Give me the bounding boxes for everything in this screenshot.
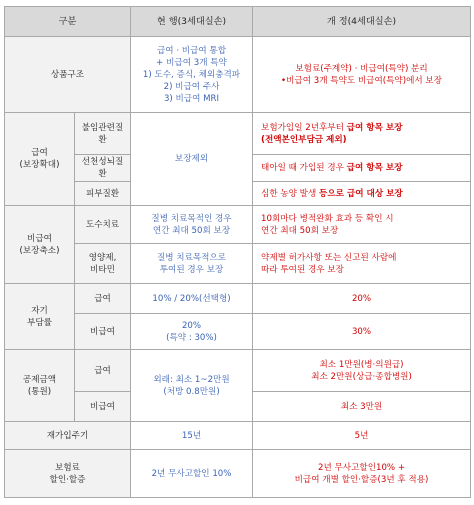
nonbenefit-group-label: 비급여 (보장축소) xyxy=(5,206,75,284)
row-manual-therapy xyxy=(5,206,471,244)
copay-benefit-label: 급여 xyxy=(75,284,131,314)
congenital-revised-bold: 급여 항목 보장 xyxy=(346,163,403,173)
product-current-line: 1) 도수, 증식, 체외충격파 xyxy=(142,69,241,80)
row-copay-nonbenefit xyxy=(5,314,471,350)
congenital-revised-text: 태아일 때 가입된 경우 xyxy=(261,163,347,173)
header-revised: 개 정(4세대실손) xyxy=(253,7,471,37)
product-current xyxy=(131,37,253,113)
row-infertility xyxy=(5,113,471,155)
congenital-label: 선천성뇌질환 xyxy=(75,155,131,182)
reentry-label: 재가입주기 xyxy=(5,422,131,450)
product-label: 상품구조 xyxy=(5,37,131,113)
product-current-line: 2) 비급여 주사 xyxy=(163,81,220,92)
discount-current: 2년 무사고할인 10% xyxy=(131,450,253,498)
header-current: 현 행(3세대실손) xyxy=(131,7,253,37)
nutrition-label: 영양제, 비타민 xyxy=(75,244,131,284)
product-current-line: + 비급여 3개 특약 xyxy=(156,57,227,68)
deduct-benefit-revised: 최소 1만원(병·의원급) 최소 2만원(상급·종합병원) xyxy=(253,350,471,392)
infertility-revised-bold: 급여 항목 보장 xyxy=(346,122,403,133)
skin-revised xyxy=(253,182,471,206)
manual-current: 질병 치료목적인 경우 연간 최대 50회 보장 xyxy=(131,206,253,244)
skin-label: 피부질환 xyxy=(75,182,131,206)
deduct-group-label: 공제금액 (통원) xyxy=(5,350,75,422)
header-category: 구분 xyxy=(5,7,131,37)
copay-benefit-current: 10% / 20%(선택형) xyxy=(131,284,253,314)
manual-revised: 10회마다 병적완화 효과 등 확인 시 연간 최대 50회 보장 xyxy=(253,206,471,244)
row-nutrition xyxy=(5,244,471,284)
product-revised xyxy=(253,37,471,113)
deduct-nonbenefit-revised: 최소 3만원 xyxy=(253,392,471,422)
benefit-current: 보장제외 xyxy=(131,113,253,206)
copay-nonbenefit-label: 비급여 xyxy=(75,314,131,350)
reentry-revised: 5년 xyxy=(253,422,471,450)
reentry-current: 15년 xyxy=(131,422,253,450)
infertility-label: 불임관련질환 xyxy=(75,113,131,155)
discount-label: 보험료 할인·할증 xyxy=(5,450,131,498)
infertility-revised-text: 보험가입일 2년후부터 xyxy=(261,122,347,133)
header-row xyxy=(5,7,471,37)
row-copay-benefit xyxy=(5,284,471,314)
row-product xyxy=(5,37,471,113)
infertility-revised-note: (전액본인부담금 제외) xyxy=(261,134,347,145)
deduct-nonbenefit-label: 비급여 xyxy=(75,392,131,422)
nutrition-revised: 약제별 허가사항 또는 신고된 사람에 따라 투여된 경우 보장 xyxy=(253,244,471,284)
product-revised-line: •비급여 3개 특약도 비급여(특약)에서 보장 xyxy=(281,75,443,86)
product-revised-line: 보험료(주계약) · 비급여(특약) 분리 xyxy=(295,63,428,74)
copay-benefit-revised: 20% xyxy=(253,284,471,314)
product-current-line: 급여 · 비급여 통합 xyxy=(156,45,227,56)
row-discount xyxy=(5,450,471,498)
copay-nonbenefit-revised: 30% xyxy=(253,314,471,350)
deduct-current: 외래: 최소 1~2만원 (처방 0.8만원) xyxy=(131,350,253,422)
copay-nonbenefit-current: 20% (특약 : 30%) xyxy=(131,314,253,350)
infertility-revised xyxy=(253,113,471,155)
congenital-revised xyxy=(253,155,471,182)
comparison-table xyxy=(4,6,471,498)
manual-label: 도수치료 xyxy=(75,206,131,244)
skin-revised-text: 심한 농양 발생 xyxy=(261,188,320,199)
product-current-line: 3) 비급여 MRI xyxy=(163,93,220,104)
discount-revised: 2년 무사고할인10% + 비급여 개별 할인·할증(3년 후 적용) xyxy=(253,450,471,498)
benefit-group-label: 급여 (보장확대) xyxy=(5,113,75,206)
skin-revised-bold: 등으로 급여 대상 보장 xyxy=(319,188,403,199)
row-reentry xyxy=(5,422,471,450)
nutrition-current: 질병 치료목적으로 투여된 경우 보장 xyxy=(131,244,253,284)
copay-group-label: 자기 부담률 xyxy=(5,284,75,350)
row-deduct-benefit xyxy=(5,350,471,392)
deduct-benefit-label: 급여 xyxy=(75,350,131,392)
